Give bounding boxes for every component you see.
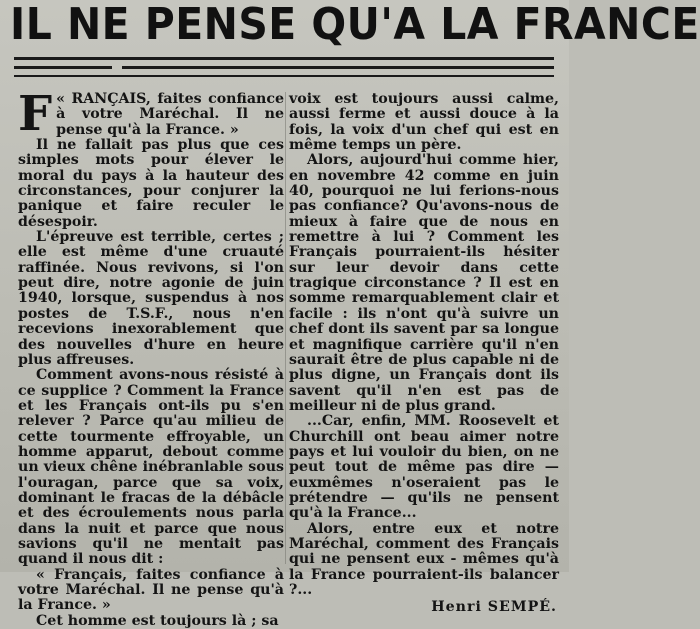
lead-paragraph — [18, 86, 284, 142]
paragraph: Alors, aujourd'hui comme hier, en novembre 42 comme en juin 40, pourquoi ne lui ferions-nous pas confiance? Qu'avons-nous de mieux à faire que de nous en remettre à lui ? Comment les Français pourraient-ils hésiter sur leur devoir dans cette tragique circonstance ? Il est en somme remarquablement clair et facile : ils n'ont qu'à suivre un chef dont ils savent par sa longue et magnifique carrière qu'il n'en saurait être de plus capable ni de plus digne, un Français dont ils savent qu'il n'en est pas de meilleur ni de plus grand. — [289, 152, 559, 414]
author-signature: Henri SEMPÉ. — [431, 599, 557, 616]
paragraph: Cet homme est toujours là ; sa — [36, 612, 279, 629]
drop-cap: F — [18, 86, 53, 142]
paragraph: L'épreuve est terrible, certes ; elle est même d'une cruauté raffinée. Nous revivons, si l'on peut dire, notre agonie de juin 1940, lorsque, suspendus à nos postes de T.S.F., nous n'en recevions inexorablement que des nouvelles d'hure en heure plus affreuses. — [18, 229, 284, 368]
article-left-column — [18, 86, 284, 629]
paragraph: Comment avons-nous résisté à ce supplice ? Comment la France et les Français ont-ils pu s'en relever ? Parce qu'au milieu de cette tourmente effroyable, un homme apparut, debout comme un vieux chêne inébranlable sous l'ouragan, parce que sa voix, dominant le fracas de la débâcle et des écroulements nous parla dans la nuit et parce que nous savions qu'il ne mentait pas quand il nous dit : — [18, 367, 284, 568]
paragraph: ...Car, enfin, MM. Roosevelt et Churchill ont beau aimer notre pays et lui vouloir du bien, on ne peut tout de même pas dire — euxmêmes n'oseraient pas le prétendre — qu'ils ne pensent qu'à la France... — [289, 413, 559, 522]
paragraph: voix est toujours aussi calme, aussi ferme et aussi douce à la fois, la voix d'un chef qui est en même temps un père. — [289, 91, 559, 154]
paragraph: Il ne fallait pas plus que ces simples mots pour élever le moral du pays à la hauteur des circonstances, pour conjurer la panique et faire reculer le désespoir. — [18, 137, 284, 230]
headline-rule-middle-left — [14, 66, 112, 69]
headline-rule-middle — [122, 66, 554, 69]
headline-rule-top — [14, 57, 554, 60]
column-divider — [285, 92, 286, 564]
article-right-column — [289, 92, 559, 616]
quote-paragraph: « Français, faites confiance à votre Maréchal. Il ne pense qu'à la France. » — [18, 566, 284, 614]
headline-rule-bottom — [14, 75, 554, 77]
lead-quote: « RANÇAIS, faites confiance à votre Maréchal. Il ne pense qu'à la France. » — [56, 91, 284, 138]
headline: IL NE PENSE QU'A LA FRANCE — [10, 0, 700, 50]
paragraph: Alors, entre eux et notre Maréchal, comment des Français qui ne pensent eux - mêmes qu'à la France pourraient-ils balancer ?... — [289, 520, 559, 598]
